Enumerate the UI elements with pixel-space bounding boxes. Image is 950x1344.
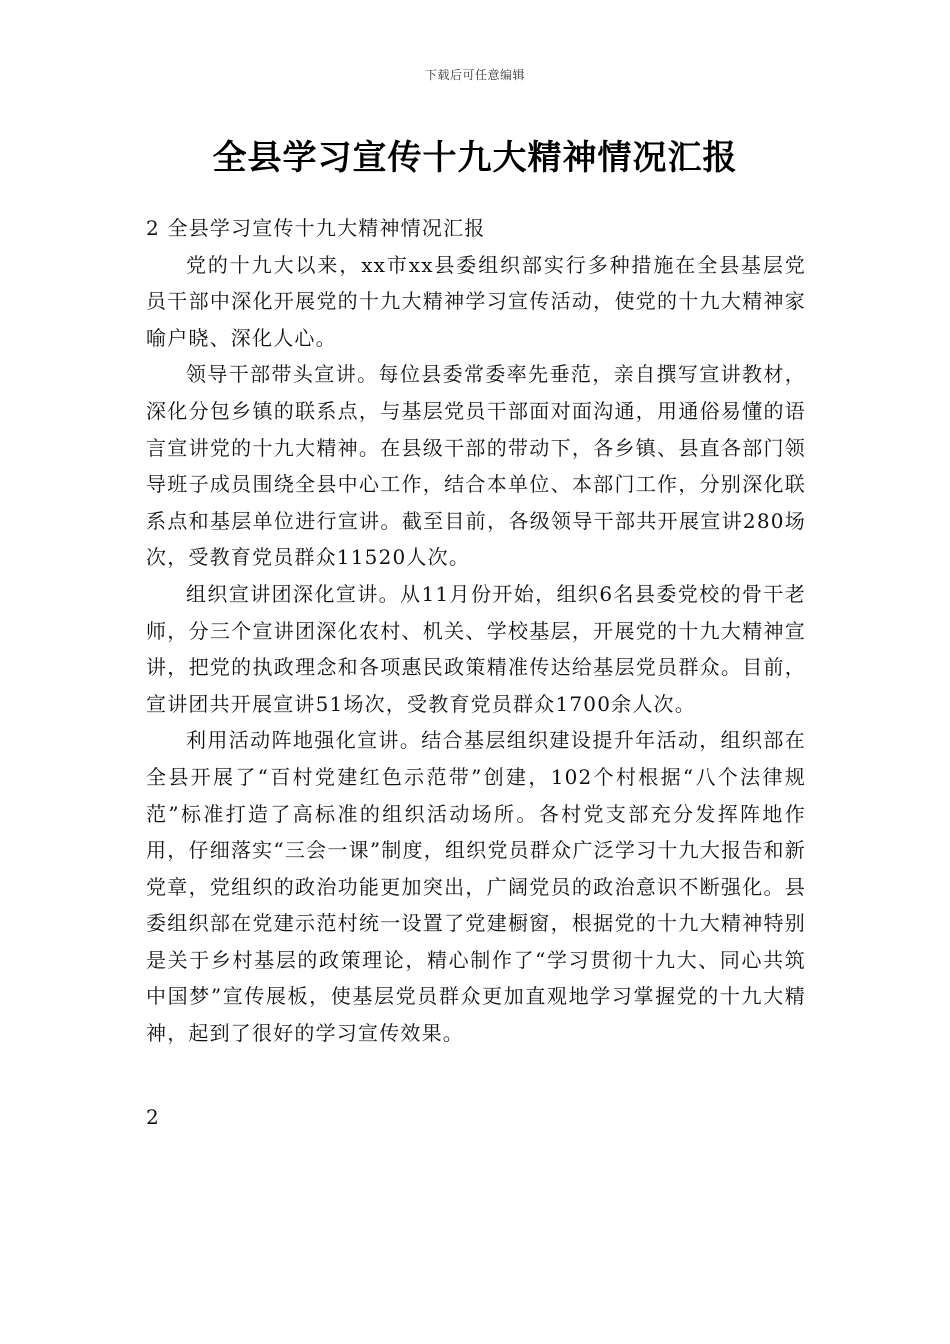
paragraph-intro: 党的十九大以来，xx市xx县委组织部实行多种措施在全县基层党员干部中深化开展党的十九大精神学习宣传活动，使党的十九大精神家喻户晓、深化人心。 [146, 252, 806, 350]
document-subtitle: 2 全县学习宣传十九大精神情况汇报 [146, 216, 486, 240]
paragraph-activity-sites: 利用活动阵地强化宣讲。结合基层组织建设提升年活动，组织部在全县开展了“百村党建红色示范带”创建，102个村根据“八个法律规范”标准打造了高标准的组织活动场所。各村党支部充分发挥阵地作用，仔细落实“三会一课”制度，组织党员群众广泛学习十九大报告和新党章，党组织的政治功能更加突出，广阔党员的政治意识不断强化。县委组织部在党建示范村统一设置了党建橱窗，根据党的十九大精神特别是关于乡村基层的政策理论，精心制作了“学习贯彻十九大、同心共筑中国梦”宣传展板，使基层党员群众更加直观地学习掌握党的十九大精神，起到了很好的学习宣传效果。 [146, 728, 806, 1046]
page-number: 2 [146, 1105, 159, 1129]
document-body [146, 210, 806, 1052]
document-title: 全县学习宣传十九大精神情况汇报 [212, 138, 738, 178]
paragraph-lecture-group: 组织宣讲团深化宣讲。从11月份开始，组织6名县委党校的骨干老师，分三个宣讲团深化农村、机关、学校基层，开展党的十九大精神宣讲，把党的执政理念和各项惠民政策精准传达给基层党员群众。目前，宣讲团共开展宣讲51场次，受教育党员群众1700余人次。 [146, 581, 806, 716]
header-note: 下载后可任意编辑 [424, 68, 525, 82]
paragraph-leaders: 领导干部带头宣讲。每位县委常委率先垂范，亲自撰写宣讲教材，深化分包乡镇的联系点，与基层党员干部面对面沟通，用通俗易懂的语言宣讲党的十九大精神。在县级干部的带动下，各乡镇、县直各部门领导班子成员围绕全县中心工作，结合本单位、本部门工作，分别深化联系点和基层单位进行宣讲。截至目前，各级领导干部共开展宣讲280场次，受教育党员群众11520人次。 [146, 362, 806, 570]
